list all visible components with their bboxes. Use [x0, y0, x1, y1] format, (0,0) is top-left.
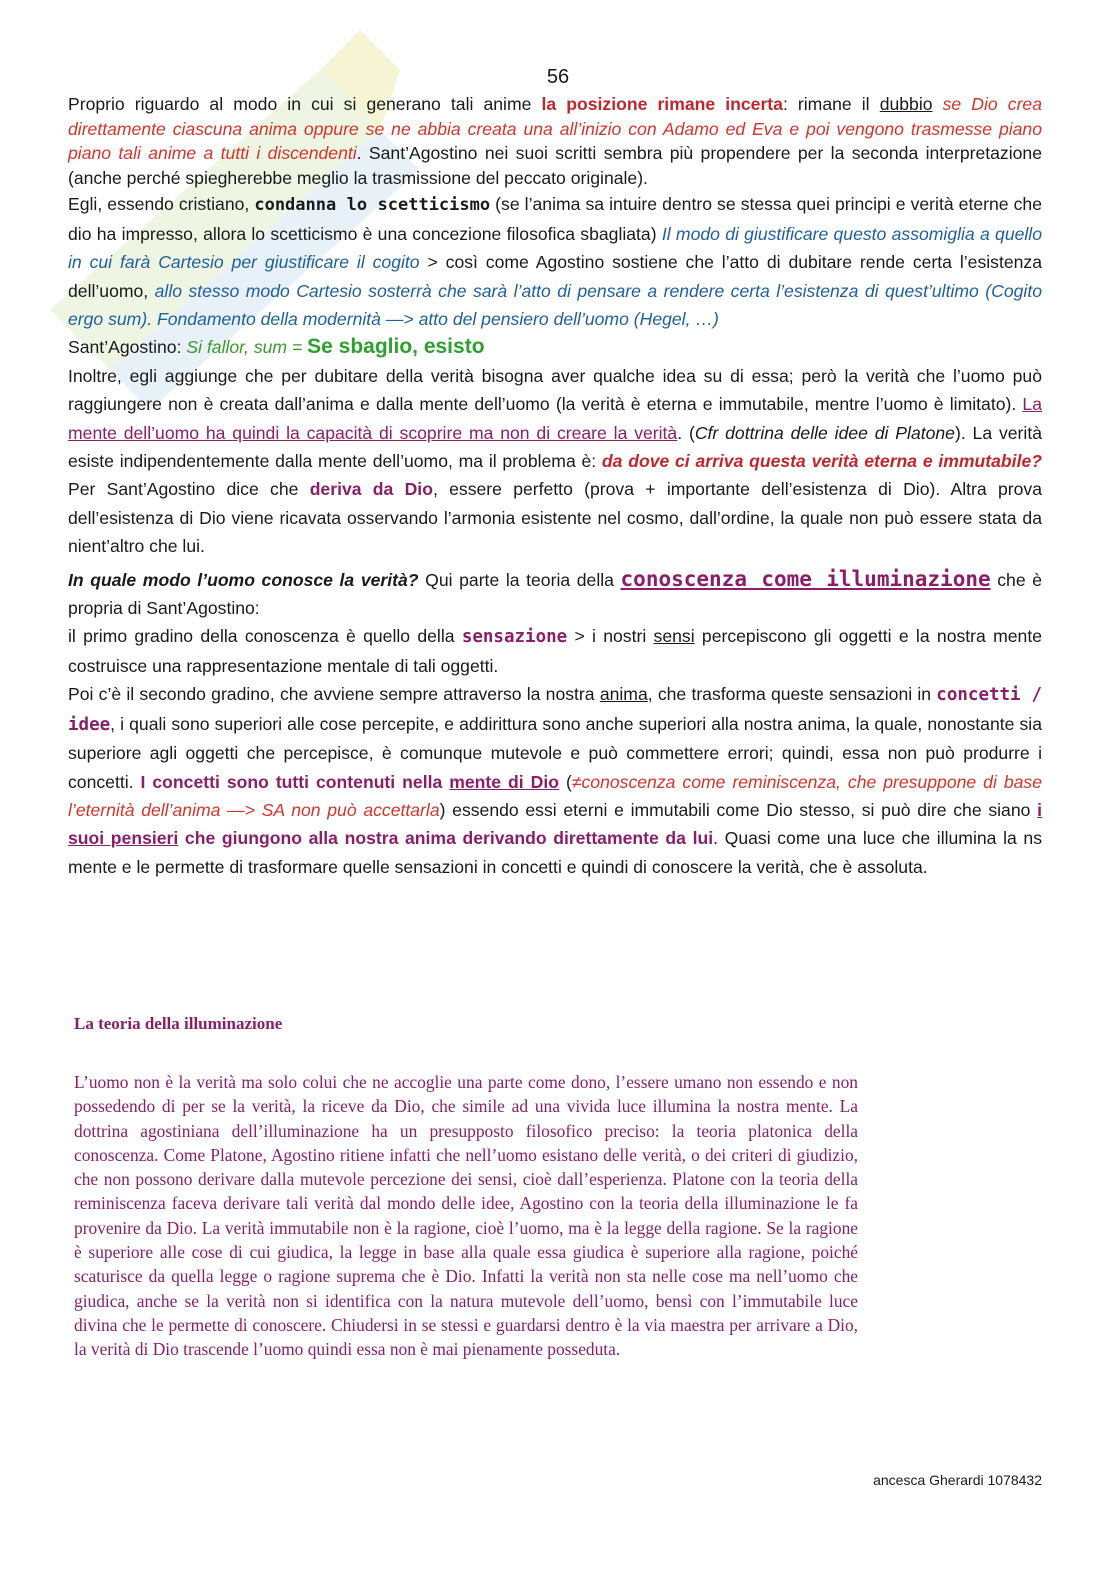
paragraph-first-step: il primo gradino della conoscenza è quello della sensazione > i nostri sensi percepiscono gli oggetti e la nostra mente costruisce una rappresentazione mentale di tali oggetti. [68, 626, 1043, 676]
illumination-box-title: La teoria della illuminazione [74, 1014, 283, 1033]
paragraph-origin-of-souls: Proprio riguardo al modo in cui si generano tali anime la posizione rimane incerta: rimane il dubbio se Dio crea direttamente ciascuna anima oppure se ne abbia creata una all’inizio con Adamo ed Eva e poi vengono trasmesse piano piano tali anime a tutti i discendenti. Sant’Agostino nei suoi scritti sembra più propendere per la seconda interpretazione (anche perché spiegherebbe meglio la trasmissione del peccato originale). [68, 94, 1043, 188]
main-text [68, 92, 1042, 881]
illumination-box-body: L’uomo non è la verità ma solo colui che ne accoglie una parte come dono, l’essere umano non essendo e non possedendo di per se la verità, la riceve da Dio, che simile ad una vivida luce illumina la nostra mente. La dottrina agostiniana dell’illuminazione ha un presupposto filosofico preciso: la teoria platonica della conoscenza. Come Platone, Agostino ritiene infatti che nell’uomo esistano delle verità, o dei criteri di giudizio, che non possono derivare dalla mutevole percezione dei sensi, cioè dall’esperienza. Platone con la teoria della reminiscenza faceva derivare tali verità dal mondo delle idee, Agostino con la teoria della illuminazione le fa provenire da Dio. La verità immutabile non è la ragione, cioè l’uomo, ma è la legge della ragione. Se la ragione è superiore alle cose di cui giudica, la legge in base alla quale essa giudica è superiore alla ragione, poiché scaturisce da quella legge o ragione suprema che è Dio. Infatti la verità non sta nelle cose ma nell’uomo che giudica, anche se la verità non si identifica con la natura mutevole dell’uomo, bensì con l’immutabile luce divina che le permette di conoscere. Chiudersi in se stessi e guardarsi dentro è la via maestra per arrivare a Dio, la verità di Dio trascende l’uomo quindi essa non è mai pienamente posseduta. [74, 1072, 858, 1360]
paragraph-si-fallor: Sant’Agostino: Si fallor, sum = Se sbaglio, esisto [68, 335, 485, 359]
page-number: 56 [546, 66, 570, 88]
paragraph-second-step: Poi c’è il secondo gradino, che avviene sempre attraverso la nostra anima, che trasforma queste sensazioni in concetti / idee, i quali sono superiori alle cose percepite, e addirittura sono anche superiori alla nostra anima, la quale, nonostante sia superiore agli oggetti che percepisce, è comunque mutevole e può commettere errori; quindi, essa non può produrre i concetti. I concetti sono tutti contenuti nella mente di Dio (≠conoscenza come reminiscenza, che presuppone di base l’eternità dell’anima —> SA non può accettarla) essendo essi eterni e immutabili come Dio stesso, si può dire che siano i suoi pensieri che giungono alla nostra anima derivando direttamente da lui. Quasi come una luce che illumina la ns mente e le permette di trasformare quelle sensazioni in concetti e quindi di conoscere la verità, che è assoluta. [68, 684, 1042, 877]
paragraph-knowledge-question: In quale modo l’uomo conosce la verità? Qui parte la teoria della conoscenza come illuminazione che è propria di Sant’Agostino: [68, 566, 1042, 619]
footer-author: ancesca Gherardi 1078432 [873, 1472, 1042, 1488]
paragraph-truth: Inoltre, egli aggiunge che per dubitare della verità bisogna aver qualche idea su di essa; però la verità che l’uomo può raggiungere non è creata dall’anima e dalla mente dell’uomo (la verità è eterna e immutabile, mentre l’uomo è limitato). La mente dell’uomo ha quindi la capacità di scoprire ma non di creare la verità. (Cfr dottrina delle idee di Platone). La verità esiste indipendentemente dalla mente dell’uomo, ma il problema è: da dove ci arriva questa verità eterna e immutabile? Per Sant’Agostino dice che deriva da Dio, essere perfetto (prova + importante dell’esistenza di Dio). Altra prova dell’esistenza di Dio viene ricavata osservando l’armonia esistente nel cosmo, dall’ordine, la quale non può essere stata da nient’altro che lui. [68, 365, 1042, 557]
paragraph-skepticism: Egli, essendo cristiano, condanna lo scetticismo (se l’anima sa intuire dentro se stessa quei principi e verità eterne che dio ha impresso, allora lo scetticismo è una concezione filosofica sbagliata) Il modo di giustificare questo assomiglia a quello in cui farà Cartesio per giustificare il cogito > così come Agostino sostiene che l’atto di dubitare rende certa l’esistenza dell’uomo, allo stesso modo Cartesio sosterrà che sarà l’atto di pensare a rendere certa l’esistenza di quest’ultimo (Cogito ergo sum). Fondamento della modernità —> atto del pensiero dell’uomo (Hegel, …) [68, 194, 1042, 329]
